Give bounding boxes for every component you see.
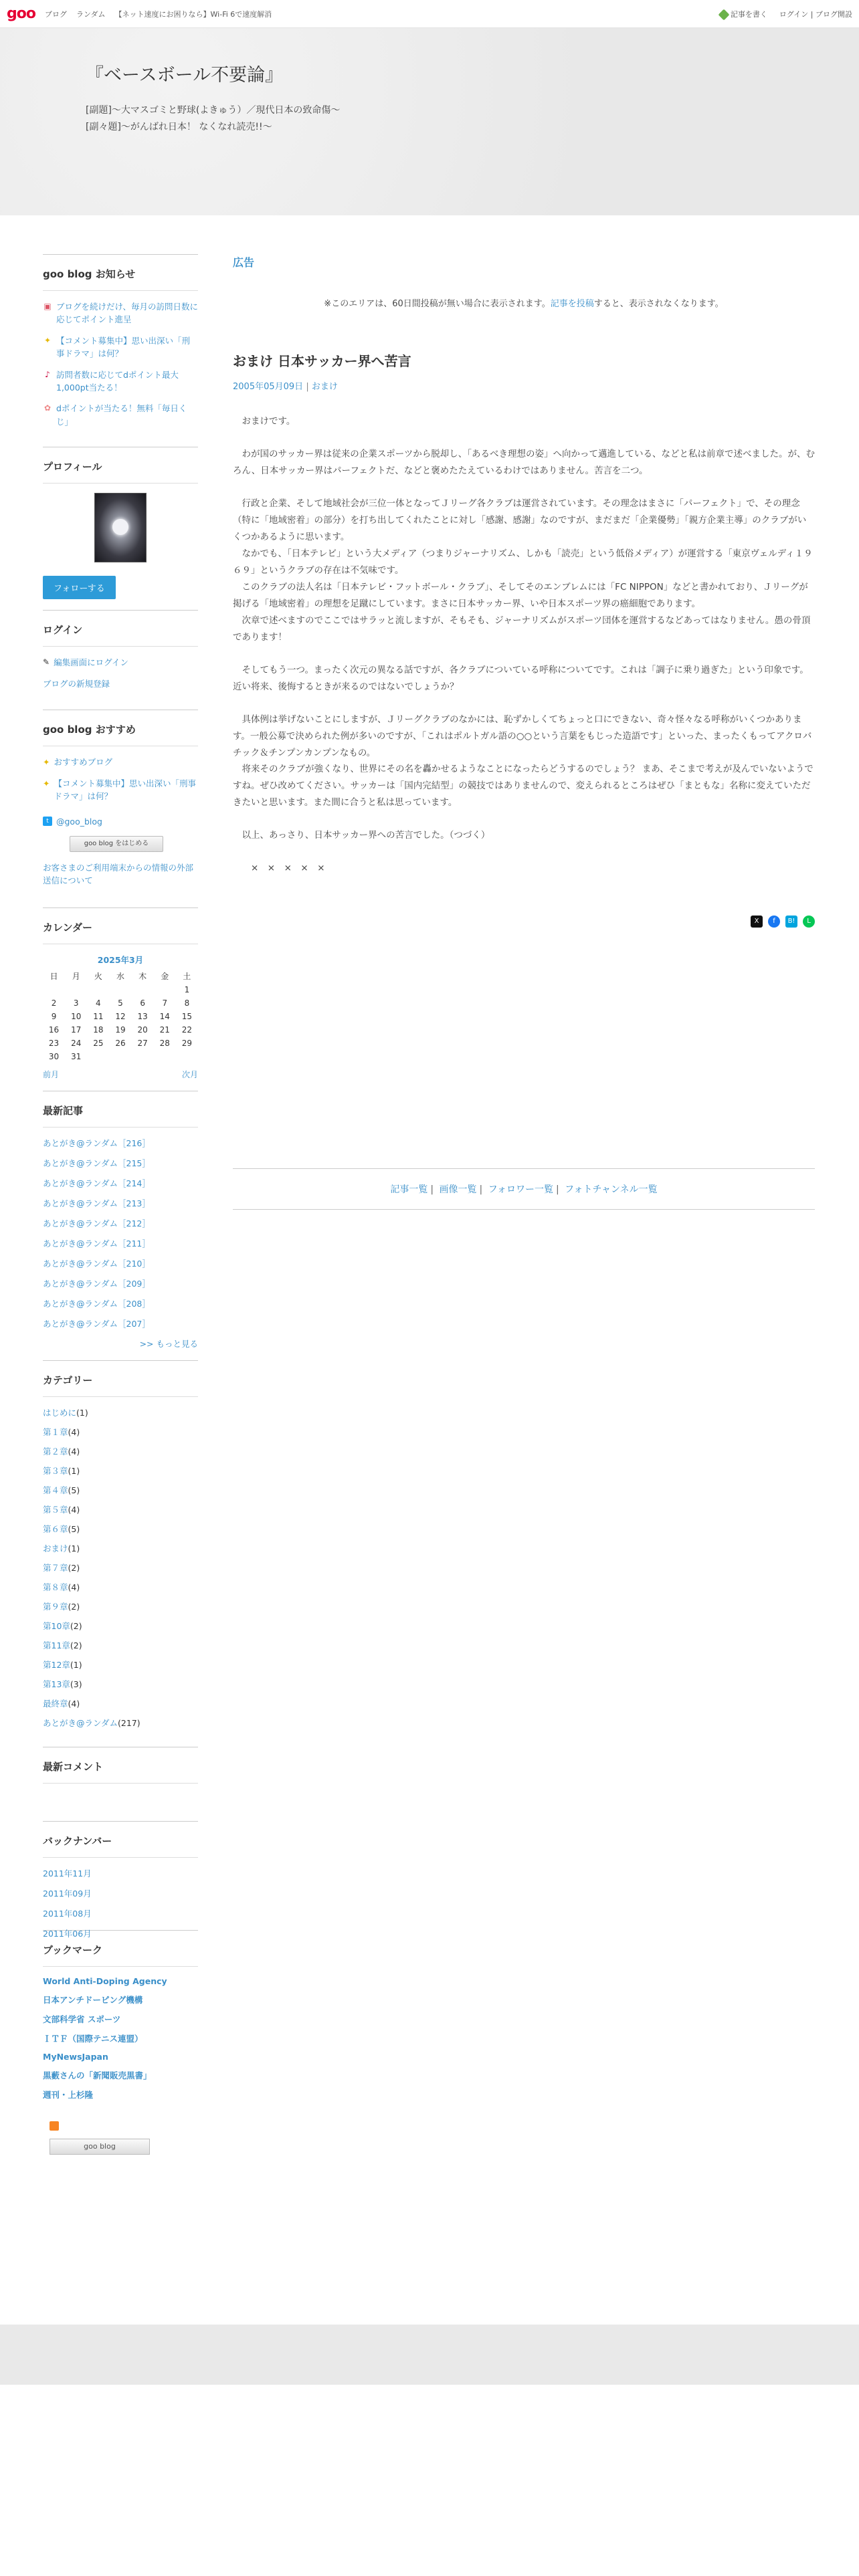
bookmark-link[interactable]: MyNewsJapan [43, 2051, 108, 2062]
blog-description-1: [副題]〜大マスゴミと野球(よきゅう）／現代日本の致命傷〜 [86, 105, 341, 116]
calendar-day: 20 [137, 1025, 148, 1035]
category-link[interactable]: あとがき@ランダム [43, 1717, 118, 1728]
backnumber-scroll-box[interactable] [43, 1867, 198, 1939]
notice-link[interactable]: ブログを続けだけ、毎月の訪問日数に応じてポイント進呈 [56, 302, 199, 325]
category-link[interactable]: 第２章 [43, 1446, 68, 1457]
recommend-title: goo blog おすすめ [43, 722, 198, 746]
category-count: (2) [68, 1562, 80, 1573]
calendar-day [87, 983, 109, 996]
category-count: (4) [68, 1698, 80, 1709]
hatena-bookmark-icon[interactable]: B! [785, 916, 797, 928]
notice-link[interactable]: dポイントが当たる！無料「毎日くじ」 [56, 403, 187, 427]
calendar-day: 28 [159, 1038, 170, 1048]
login-section [43, 610, 198, 710]
bookmark-link[interactable]: 文部科学省 スポーツ [43, 2014, 121, 2024]
notice-link[interactable]: 【コメント募集中】思い出深い「刑事ドラマ」は何？ [56, 335, 191, 359]
flower-icon: ✿ [43, 403, 52, 413]
post-category-link[interactable]: おまけ [311, 382, 338, 392]
category-count: (3) [70, 1679, 82, 1689]
category-item [43, 1542, 198, 1554]
list-item [43, 2013, 198, 2025]
category-count: (217) [118, 1717, 140, 1728]
image-list-link[interactable]: 画像一覧 [439, 1184, 477, 1196]
post-paragraph: わが国のサッカー界は従来の企業スポーツから脱却し、「あるべき理想の姿」へ向かって邁進している、などと私は前章で述べました。が、むろん、日本サッカー界はパーフェクトだ、などと褒めたたえているわけではありません。苦言を二つ。 [233, 448, 815, 476]
topbar-link-blog[interactable]: ブログ [44, 9, 67, 19]
post-paragraph: 具体例は挙げないことにしますが、Ｊリーグクラブのなかには、恥ずかしくてちょっと口にできない、奇々怪々なる呼称がいくつかあります。一般公募で決められた例が多いのですが、「これはポルトガル語の○○という言葉をもじった造語です」といった、まったくもってアクロバチック＆チンプンカンプンなもの。 将来そのクラブが強くなり、世界にその名を轟かせるようなことになったらどうするのでしょう？ まあ、そこまで考えが及んでいないようですね。ぜひ改めてください。サッカーは「国内完結型」の競技ではありませんので、変えられるところはぜひ「まともな」名称に変えていただきたいと思います。また間に合うと私は思っています。 [233, 714, 814, 809]
category-link[interactable]: 第３章 [43, 1465, 68, 1476]
bookmark-link[interactable]: 週刊・上杉隆 [43, 2089, 94, 2100]
category-item [43, 1697, 198, 1709]
list-item [43, 2052, 198, 2062]
list-item [43, 1867, 198, 1879]
profile-section [43, 447, 198, 610]
calendar-section [43, 907, 198, 1091]
calendar-day [109, 1050, 131, 1063]
category-title: カテゴリー [43, 1373, 198, 1397]
calendar-day: 6 [140, 998, 145, 1008]
list-item [43, 2069, 198, 2081]
calendar-weekday: 金 [161, 972, 169, 981]
recommend-link[interactable]: 【コメント募集中】思い出深い「刑事ドラマ」は何？ [54, 778, 196, 802]
calendar-day: 4 [96, 998, 101, 1008]
ad-note: ※このエリアは、60日間投稿が無い場合に表示されます。記事を投稿すると、表示されなくなります。 [324, 299, 724, 309]
facebook-share-icon[interactable]: f [768, 916, 780, 928]
backnumber-link[interactable]: 2011年09月 [43, 1888, 92, 1899]
post-paragraph: 行政と企業、そして地域社会が三位一体となってＪリーグ各クラブは運営されています。その理念はまさに「パーフェクト」で、その理念（特に「地域密着」の部分）を打ち出してくれたことに対し「感謝、感謝」なのですが、まだまだ「企業優勢」「親方企業主導」のクラブがいくつかあるように思います。 なかでも、「日本テレビ」という大メディア（つまりジャーナリズム、しかも「読売」という低俗メディア）が運営する「東京ヴェルディ１９６９」というクラブの存在は不気味です。 このクラブの法人名は「日本テレビ・フットボール・クラブ」、そしてそのエンブレムには「FC NIPPON」などと書かれており、Ｊリーグが掲げる「地域密着」の理想を足蹴にしています。まさに日本サッカー界、いや日本スポーツ界の癌細胞であります。 次章で述べますのでここではサラッと流しますが、そもそも、ジャーナリズムがスポーツ団体を運営するなどあってはなりません。愚の骨頂であります！ [233, 498, 813, 643]
category-count: (1) [68, 1543, 80, 1553]
recent-post-link[interactable]: あとがき@ランダム［208］ [43, 1298, 151, 1309]
category-count: (1) [68, 1465, 80, 1476]
category-section [43, 1360, 198, 1747]
calendar-day: 27 [137, 1038, 148, 1048]
write-post-button[interactable]: 記事を書く [720, 9, 767, 19]
calendar [43, 954, 198, 1080]
share-buttons [233, 916, 815, 928]
profile-title: プロフィール [43, 459, 198, 484]
calendar-day: 12 [115, 1011, 126, 1021]
calendar-day: 19 [115, 1025, 126, 1035]
calendar-day: 24 [71, 1038, 82, 1048]
lightbulb-icon: ✦ [43, 778, 50, 788]
music-note-icon: ♪ [45, 369, 50, 379]
category-count: (5) [68, 1485, 80, 1495]
calendar-day: 21 [159, 1025, 170, 1035]
twitter-link[interactable]: @goo_blog [56, 816, 102, 827]
category-count: (4) [68, 1446, 80, 1457]
topbar-link-wifi-ad[interactable]: 【ネット速度にお困りなら】Wi-Fi 6で速度解消 [114, 9, 272, 19]
post-date-link[interactable]: 2005年05月09日 [233, 382, 304, 392]
calendar-day: 14 [159, 1011, 170, 1021]
category-item [43, 1484, 198, 1496]
category-link[interactable]: おまけ [43, 1543, 68, 1553]
calendar-icon: ▣ [43, 302, 52, 311]
comment-section [43, 1747, 198, 1821]
pencil-icon [718, 9, 729, 20]
pencil-icon: ✎ [43, 657, 50, 667]
rss-icon[interactable] [50, 2121, 59, 2131]
list-item [43, 1277, 198, 1289]
list-item [43, 1887, 198, 1899]
calendar-day: 9 [51, 1011, 57, 1021]
calendar-day: 17 [71, 1025, 82, 1035]
bookmark-link[interactable]: 日本アンチドーピング機構 [43, 1994, 143, 2005]
category-link[interactable]: 第９章 [43, 1601, 68, 1612]
recent-title: 最新記事 [43, 1103, 198, 1128]
category-link[interactable]: 第７章 [43, 1562, 68, 1573]
post-paragraph: × × × × × [233, 863, 325, 874]
recent-post-link[interactable]: あとがき@ランダム［213］ [43, 1198, 151, 1208]
bookmark-title: ブックマーク [43, 1943, 198, 1967]
recent-section [43, 1091, 198, 1360]
line-share-icon[interactable]: L [803, 916, 815, 928]
calendar-day [132, 983, 154, 996]
category-count: (4) [68, 1426, 80, 1437]
category-link[interactable]: 第５章 [43, 1504, 68, 1515]
post-paragraph: 以上、あっさり、日本サッカー界への苦言でした。（つづく） [233, 830, 490, 841]
bookmark-link[interactable]: World Anti-Doping Agency [43, 1975, 167, 1986]
category-item [43, 1406, 198, 1418]
category-count: (4) [68, 1582, 80, 1592]
calendar-day: 11 [93, 1011, 104, 1021]
recent-post-link[interactable]: あとがき@ランダム［214］ [43, 1178, 151, 1188]
list-item [43, 1994, 198, 2006]
twitter-icon: t [43, 817, 52, 826]
recent-post-link[interactable]: あとがき@ランダム［212］ [43, 1218, 151, 1228]
list-item [43, 1177, 198, 1189]
calendar-day: 18 [93, 1025, 104, 1035]
recommend-link[interactable]: おすすめブログ [54, 757, 113, 767]
calendar-day: 26 [115, 1038, 126, 1048]
recent-post-link[interactable]: あとがき@ランダム［210］ [43, 1258, 151, 1269]
calendar-day: 30 [48, 1051, 60, 1061]
bookmark-link[interactable]: ＩＴＦ（国際テニス連盟） [43, 2033, 143, 2044]
topbar-link-random[interactable]: ランダム [76, 9, 106, 19]
external-info-link[interactable]: お客さまのご利用端末からの情報の外部送信について [43, 862, 194, 886]
calendar-title: カレンダー [43, 920, 198, 944]
bottom-nav: 記事一覧 | 画像一覧 | フォロワー一覧 | フォトチャンネル一覧 [233, 1168, 815, 1210]
new-blog-link[interactable]: ブログの新規登録 [43, 679, 110, 689]
avatar[interactable] [94, 493, 147, 562]
post-body [233, 413, 815, 877]
photo-channel-link[interactable]: フォトチャンネル一覧 [565, 1184, 658, 1196]
calendar-day: 1 [184, 984, 190, 994]
ad-title: 広告 [233, 256, 255, 269]
list-item [43, 1157, 198, 1169]
category-link[interactable]: 第13章 [43, 1679, 70, 1689]
category-link[interactable]: 第４章 [43, 1485, 68, 1495]
calendar-day [65, 983, 87, 996]
calendar-day: 3 [73, 998, 79, 1008]
backnumber-title: バックナンバー [43, 1834, 198, 1858]
comment-title: 最新コメント [43, 1759, 198, 1784]
list-item [43, 1317, 198, 1329]
calendar-day: 22 [181, 1025, 193, 1035]
category-count: (2) [70, 1640, 82, 1650]
list-item [43, 1137, 198, 1149]
category-item [43, 1717, 198, 1729]
category-count: (5) [68, 1523, 80, 1534]
category-link[interactable]: 第10章 [43, 1620, 70, 1631]
calendar-day: 23 [48, 1038, 60, 1048]
category-link[interactable]: 最終章 [43, 1698, 68, 1709]
post-meta: 2005年05月09日 | おまけ [233, 382, 338, 392]
category-link[interactable]: 第11章 [43, 1640, 70, 1650]
bookmark-section [43, 1930, 198, 2165]
calendar-day: 31 [71, 1051, 82, 1061]
calendar-day: 2 [51, 998, 57, 1008]
main-content [233, 254, 815, 2165]
calendar-day [176, 1050, 198, 1063]
category-item [43, 1562, 198, 1574]
recent-post-link[interactable]: あとがき@ランダム［215］ [43, 1158, 151, 1168]
category-item [43, 1465, 198, 1477]
recommend-section [43, 710, 198, 907]
sidebar [43, 254, 198, 2165]
category-item [43, 1658, 198, 1671]
goo-logo[interactable]: goo [7, 5, 35, 22]
edit-login-link[interactable]: 編集画面にログイン [54, 657, 128, 667]
category-item [43, 1503, 198, 1515]
category-count: (1) [76, 1407, 88, 1418]
calendar-day: 10 [71, 1011, 82, 1021]
post-article-link[interactable]: 記事を投稿 [550, 299, 594, 309]
login-title: ログイン [43, 623, 198, 647]
list-item [43, 1217, 198, 1229]
calendar-weekday: 月 [72, 972, 80, 981]
blog-description-2: [副々題]〜がんばれ日本！ なくなれ読売!!〜 [86, 122, 272, 133]
bookmark-link[interactable]: 黒藪さんの「新聞販売黒書」 [43, 2070, 152, 2080]
post-title[interactable]: おまけ 日本サッカー界へ苦言 [233, 353, 411, 369]
calendar-day: 16 [48, 1025, 60, 1035]
category-item [43, 1639, 198, 1651]
recent-post-link[interactable]: あとがき@ランダム［209］ [43, 1278, 151, 1289]
goo-blog-start-button[interactable]: goo blog をはじめる [70, 836, 163, 852]
calendar-day [43, 983, 65, 996]
category-count: (1) [70, 1659, 82, 1670]
list-item [43, 1237, 198, 1249]
calendar-day: 5 [118, 998, 123, 1008]
list-item [43, 1976, 198, 1986]
calendar-weekday: 土 [183, 972, 191, 981]
category-count: (2) [70, 1620, 82, 1631]
backnumber-link[interactable]: 2011年08月 [43, 1908, 92, 1919]
calendar-next-link[interactable]: 次月 [181, 1069, 198, 1079]
notice-title: goo blog お知らせ [43, 267, 198, 291]
login-link[interactable]: ログイン | ブログ開設 [779, 9, 852, 19]
category-link[interactable]: 第８章 [43, 1582, 68, 1592]
backnumber-section [43, 1821, 198, 1939]
calendar-day: 13 [137, 1011, 148, 1021]
calendar-day: 25 [93, 1038, 104, 1048]
category-link[interactable]: 第12章 [43, 1659, 70, 1670]
post-paragraph: そしてもう一つ。まったく次元の異なる話ですが、各クラブについている呼称についてです。これは「調子に乗り過ぎた」という印象です。近い将来、後悔するときが来るのではないでしょうか？ [233, 664, 809, 692]
category-link[interactable]: 第１章 [43, 1426, 68, 1437]
blog-title[interactable]: 『ベースボール不要論』 [86, 65, 284, 86]
list-item [43, 1907, 198, 1919]
post-paragraph: おまけです。 [233, 416, 296, 427]
calendar-month[interactable]: 2025年3月 [97, 954, 144, 965]
calendar-weekday: 日 [50, 972, 58, 981]
calendar-day [154, 983, 176, 996]
footer [0, 2325, 859, 2385]
calendar-day: 8 [184, 998, 190, 1008]
category-item [43, 1581, 198, 1593]
backnumber-link[interactable]: 2011年11月 [43, 1868, 92, 1879]
recent-post-link[interactable]: あとがき@ランダム［207］ [43, 1318, 151, 1329]
category-item [43, 1426, 198, 1438]
calendar-day: 29 [181, 1038, 193, 1048]
calendar-prev-link[interactable]: 前月 [43, 1069, 60, 1079]
backnumber-link[interactable]: 2011年06月 [43, 1928, 92, 1939]
top-bar [0, 0, 859, 28]
recent-post-link[interactable]: あとがき@ランダム［211］ [43, 1238, 151, 1249]
category-item [43, 1678, 198, 1690]
calendar-day [132, 1050, 154, 1063]
list-item [43, 1257, 198, 1269]
lightbulb-icon: ✦ [43, 756, 50, 767]
list-item [43, 1297, 198, 1309]
goo-blog-banner[interactable]: goo blog [50, 2139, 150, 2155]
category-item [43, 1445, 198, 1457]
category-link[interactable]: 第６章 [43, 1523, 68, 1534]
list-item [43, 2088, 198, 2101]
category-item [43, 1523, 198, 1535]
article-list-link[interactable]: 記事一覧 [390, 1184, 428, 1196]
category-link[interactable]: はじめに [43, 1407, 77, 1418]
follower-list-link[interactable]: フォロワー一覧 [488, 1184, 553, 1196]
calendar-weekday: 水 [116, 972, 124, 981]
calendar-day [109, 983, 131, 996]
notice-link[interactable]: 訪問者数に応じてdポイント最大1,000pt当たる！ [56, 369, 179, 393]
list-item [43, 2032, 198, 2044]
blog-header [0, 28, 859, 215]
calendar-weekday: 火 [94, 972, 102, 981]
calendar-weekday: 木 [138, 972, 147, 981]
x-share-icon[interactable]: X [751, 916, 763, 928]
more-link[interactable]: >> もっと見る [139, 1338, 198, 1349]
category-item [43, 1620, 198, 1632]
calendar-day [87, 1050, 109, 1063]
follow-button[interactable]: フォローする [43, 576, 116, 599]
list-item [43, 1197, 198, 1209]
lightbulb-icon: ✦ [43, 335, 52, 345]
recent-post-link[interactable]: あとがき@ランダム［216］ [43, 1138, 151, 1148]
category-count: (4) [68, 1504, 80, 1515]
category-count: (2) [68, 1601, 80, 1612]
calendar-day: 15 [181, 1011, 193, 1021]
calendar-day: 7 [162, 998, 168, 1008]
notice-section [43, 254, 198, 447]
category-item [43, 1600, 198, 1612]
calendar-day [154, 1050, 176, 1063]
